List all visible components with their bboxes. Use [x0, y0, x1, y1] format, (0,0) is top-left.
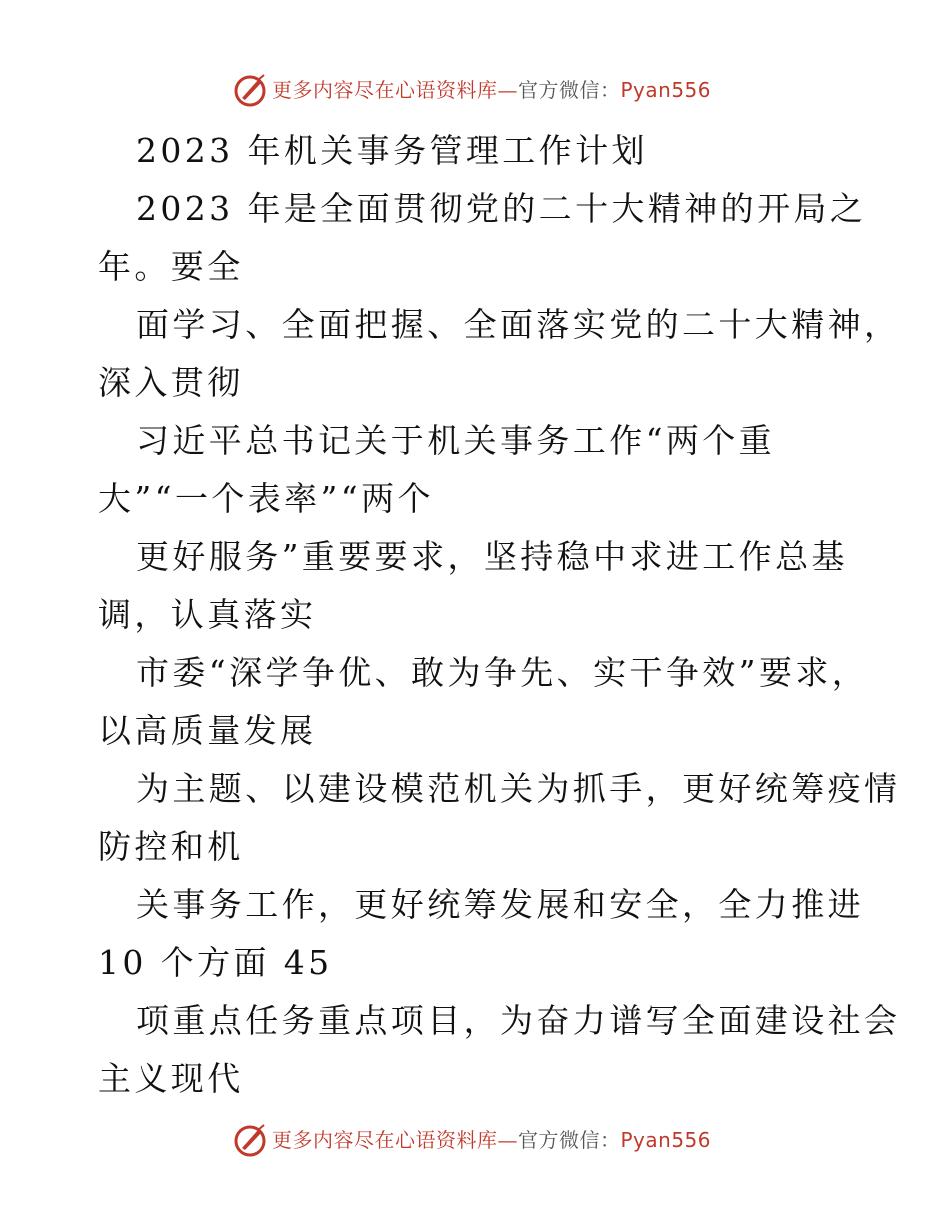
quill-logo-icon: [232, 1122, 268, 1158]
document-line: 大”“一个表率”“两个: [98, 479, 434, 518]
document-line: 以高质量发展: [98, 711, 317, 750]
footer-watermark-banner: [232, 1120, 711, 1160]
document-line: 防控和机: [98, 827, 244, 866]
document-line: 调，认真落实: [98, 595, 317, 634]
banner-dash: —: [497, 1128, 518, 1152]
banner-wechat-id: Pyan556: [620, 78, 712, 102]
banner-label: 官方微信：: [518, 78, 621, 102]
header-watermark-banner: [232, 70, 711, 110]
banner-label: 官方微信：: [518, 1128, 621, 1152]
document-line: 项重点任务重点项目，为奋力谱写全面建设社会: [136, 1001, 901, 1040]
document-body: [98, 122, 901, 1108]
banner-brand: 更多内容尽在心语资料库: [272, 78, 498, 102]
document-line: 为主题、以建设模范机关为抓手，更好统筹疫情: [136, 769, 901, 808]
document-line: 深入贯彻: [98, 363, 244, 402]
document-title: 2023 年机关事务管理工作计划: [136, 131, 648, 170]
document-line: 关事务工作，更好统筹发展和安全，全力推进: [136, 885, 864, 924]
document-line: 10 个方面 45: [98, 943, 333, 982]
document-line: 面学习、全面把握、全面落实党的二十大精神，: [136, 305, 901, 344]
banner-dash: —: [497, 78, 518, 102]
quill-logo-icon: [232, 72, 268, 108]
document-line: 市委“深学争优、敢为争先、实干争效”要求，: [136, 653, 869, 692]
document-line: 习近平总书记关于机关事务工作“两个重: [136, 421, 776, 460]
document-line: 更好服务”重要要求，坚持稳中求进工作总基: [136, 537, 848, 576]
banner-brand: 更多内容尽在心语资料库: [272, 1128, 498, 1152]
document-line: 主义现代: [98, 1059, 244, 1098]
banner-wechat-id: Pyan556: [620, 1128, 712, 1152]
document-line: 年。要全: [98, 247, 244, 286]
document-line: 2023 年是全面贯彻党的二十大精神的开局之: [136, 189, 867, 228]
